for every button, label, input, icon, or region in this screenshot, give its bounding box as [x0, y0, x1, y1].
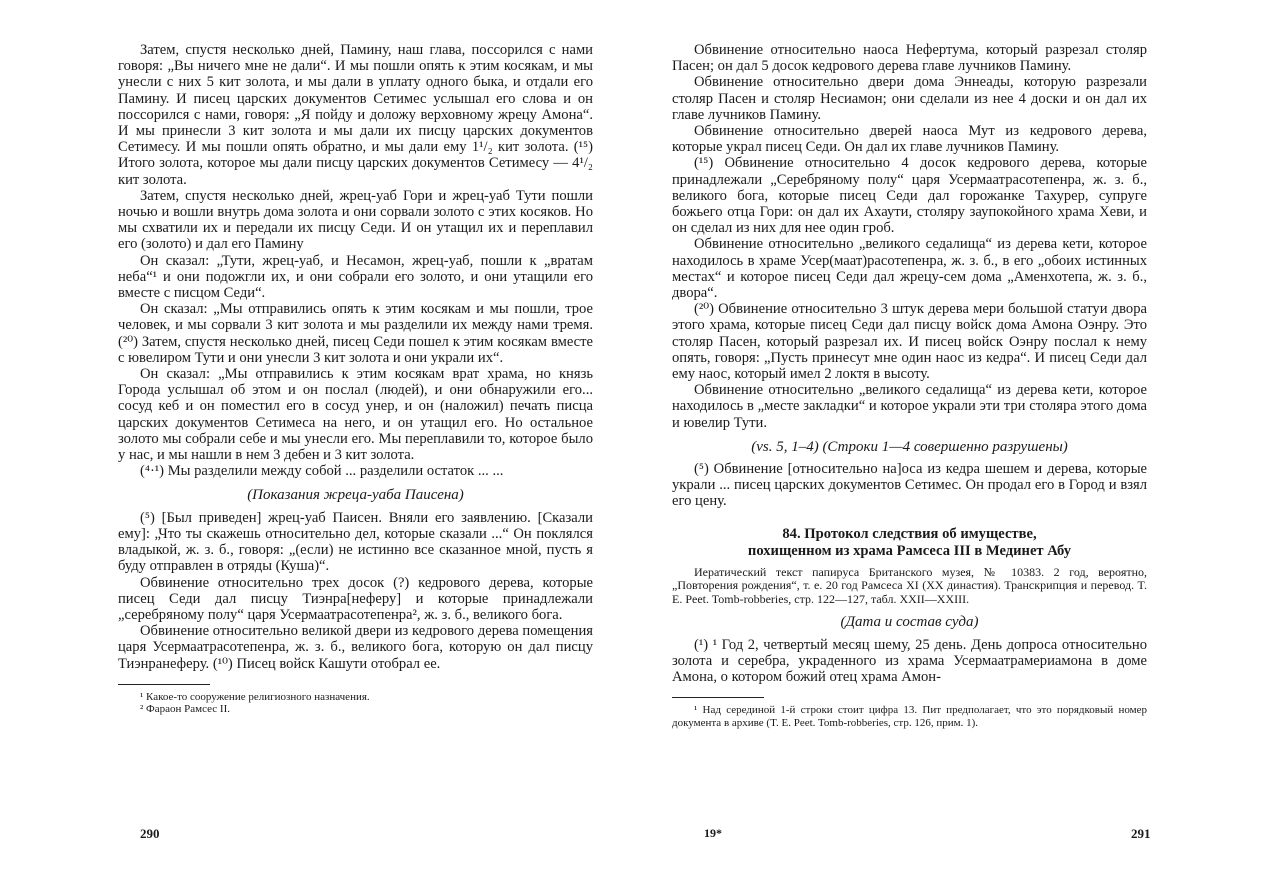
footnote: ¹ Над серединой 1-й строки стоит цифра 13. Пит предполагает, что это порядковый номер документа в архиве (T. E. Peet. Tomb-robberies, стр. 126, прим. 1).: [672, 704, 1147, 729]
paragraph: Он сказал: „Тути, жрец-уаб, и Несамон, жрец-уаб, пошли к „вратам неба“¹ и они подожгли их, и они собрали его золото, и они утащили его вместе с писцом Седи“.: [118, 252, 593, 302]
paragraph: Он сказал: „Мы отправились опять к этим косякам и мы пошли, трое человек, и мы сорвали 3 кит золота и мы разделили их между нами тремя. (²⁰) Затем, спустя несколько дней, писец Седи пошел к этим косякам вместе с ювелиром Тути и они унесли 3 кит золота и они украли их“.: [118, 301, 593, 366]
paragraph: Затем, спустя несколько дней, жрец-уаб Гори и жрец-уаб Тути пошли ночью и вошли внутрь дома золота и они сорвали золото с этих косяков. Но мы схватили их и передали их писцу Седи. И он утащил их и переплавил его (золото) и дал его Памину: [118, 187, 593, 253]
paragraph: (⁵) [Был приведен] жрец-уаб Паисен. Вняли его заявлению. [Сказали ему]: „Что ты скажешь относительно дел, которые сказали ...“ Он поклялся владыкой, ж. з. б., говоря: „(если) не истинно все сказанное мной, пусть я буду отправлен в отряды (Куша)“.: [118, 509, 593, 575]
page-number-right: 291: [1131, 826, 1151, 841]
paragraph: Обвинение относительно „великого седалища“ из дерева кети, которое находилось в „месте закладки“ и которое украли эти три столяра этого дома и ювелир Тути.: [672, 382, 1147, 431]
section-heading: (Дата и состав суда): [840, 614, 979, 631]
footnote: ¹ Какое-то сооружение религиозного назначения.: [140, 690, 370, 703]
paragraph: Обвинение относительно великой двери из кедрового дерева помещения царя Усермаатрасотепенра, ж. з. б., великого бога, которую он дал писцу Тиэнранеферу. (¹⁰) Писец войск Кашути отобрал ее.: [118, 623, 593, 672]
paragraph: (¹⁵) Обвинение относительно 4 досок кедрового дерева, которые принадлежали „Серебряному полу“ царя Усермаатрасотепенра, ж. з. б., великого бога, которые писец Седи дал горожанке Тахурер, супруге божьего отца Гори: он дал их Ахаути, столяру заупокойного храма Хеви, и он сделал из них для нее один гроб.: [672, 155, 1147, 237]
left-page: [118, 42, 593, 716]
section-heading: (vs. 5, 1–4) (Строки 1—4 совершенно разрушены): [751, 438, 1068, 455]
chapter-title-line: похищенном из храма Рамсеса III в Мединет Абу: [747, 542, 1072, 559]
paragraph: Обвинение относительно трех досок (?) кедрового дерева, которые писец Седи дал писцу Тиэнра[неферу] и которые принадлежали „серебряному полу“ царя Усермаатрасотепенра², ж. з. б., великого бога.: [118, 574, 593, 623]
paragraph: Обвинение относительно наоса Нефертума, который разрезал столяр Пасен; он дал 5 досок кедрового дерева главе лучников Памину.: [672, 42, 1147, 75]
paragraph: Обвинение относительно „великого седалища“ из дерева кети, которое находилось в храме Усер(маат)расотепенра, ж. з. б., в его „обоих истинных местах“ и которое писец Седи дал жрецу-сем дома „Аменхотепа, ж. з. б., двора“.: [672, 236, 1147, 302]
paragraph: (⁴·¹) Мы разделили между собой ... разделили остаток ... ...: [140, 463, 504, 480]
chapter-title-line: 84. Протокол следствия об имуществе,: [782, 525, 1037, 542]
paragraph: (⁵) Обвинение [относительно на]оса из кедра шешем и дерева, которые украли ... писец царских документов Сетимес. Он продал его в Город и взял его цену.: [672, 461, 1147, 510]
page-number-left: 290: [140, 826, 160, 841]
paragraph: Он сказал: „Мы отправились к этим косякам врат храма, но князь Города услышал об этом и он послал (людей), и они обнаружили его... сосуд кеб и он поместил его в сосуд унер, и он (наложил) печать писца царских документов Сетимеса на него, и он утащил его. Но остальное золото мы собрали себе и мы унесли его. Мы переплавили то, которое было у нас, и мы нашли в нем 3 дебен и 3 кит золота.: [118, 366, 593, 464]
right-page: [672, 42, 1147, 729]
paragraph: Обвинение относительно дверей наоса Мут из кедрового дерева, которые украл писец Седи. Он дал их главе лучников Памину.: [672, 123, 1147, 156]
paragraph: Обвинение относительно двери дома Эннеады, которую разрезали столяр Пасен и столяр Несиамон; они сделали из нее 4 доски и он дал их главе лучников Памину.: [672, 74, 1147, 123]
chapter-title: [672, 526, 1147, 560]
footnote-divider: [672, 697, 764, 698]
section-heading: (Показания жреца-уаба Паисена): [247, 487, 464, 504]
paragraph: (²⁰) Обвинение относительно 3 штук дерева мери большой статуи двора этого храма, которые писец Седи дал писцу войск дома Амона Оэнру. Это столяр Пасен, который разрезал их. И писец войск Оэнру послал к нему опять, говоря: „Пусть принесут мне один наос из кедра“. И писец Седи дал ему наос, который имел 2 локтя в высоту.: [672, 301, 1147, 383]
footnote: ² Фараон Рамсес II.: [140, 703, 230, 716]
footnote-divider: [118, 684, 210, 685]
signature-mark: 19*: [704, 826, 722, 840]
paragraph: (¹) ¹ Год 2, четвертый месяц шему, 25 день. День допроса относительно золота и серебра, украденного из храма Усермаатрамериамона в доме Амона, о котором божий отец храма Амон-: [672, 636, 1147, 686]
paragraph: Затем, спустя несколько дней, Памину, наш глава, поссорился с нами говоря: „Вы ничего мне не дали“. И мы пошли опять к этим косякам, и мы унесли с них 5 кит золота, и мы дали в уплату одного быка, и отдали его Памину. И писец царских документов Сетимес услышал его слова и он поссорился с нами, говоря: „Я пойду и доложу верховному жрецу Амона“. И мы принесли 3 кит золота и мы дали их писцу царских документов Сетимесу. И мы пошли опять обратно, и мы дали ему 1¹/₂ кит золота. (¹⁵) Итого золота, которое мы дали писцу царских документов Сетимесу — 4¹/₂ кит золота.: [118, 42, 593, 188]
source-note: Иератический текст папируса Британского музея, № 10383. 2 год, вероятно, „Повторения рождения“, т. е. 20 год Рамсеса XI (XX династия). Транскрипция и перевод. T. E. Peet. Tomb-robberies, стр. 122—127, табл. XXII—XXIII.: [672, 564, 1147, 606]
